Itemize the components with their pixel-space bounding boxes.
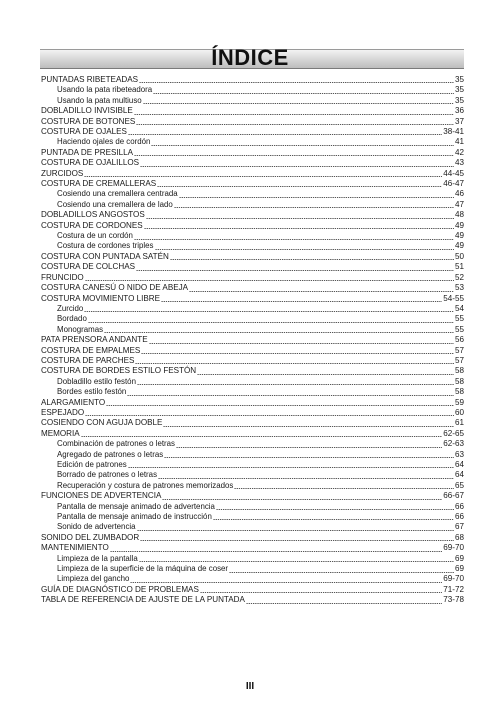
toc-entry-page: 71-72 [443,584,464,594]
dot-leader [200,585,442,595]
dot-leader [104,325,454,335]
toc-entry-label: COSTURA DE COLCHAS [41,262,135,272]
dot-leader [137,377,454,387]
toc-entry [41,210,464,220]
dot-leader [151,137,454,147]
toc-entry [41,408,464,418]
toc-entry-page: 47 [454,199,464,209]
toc-entry [41,189,464,199]
toc-entry [41,200,464,210]
toc-entry-label: Recuperación y costura de patrones memorizados [57,480,234,490]
toc-entry [41,231,464,241]
toc-entry-label: COSTURA CON PUNTADA SATÉN [41,251,169,261]
dot-leader [163,418,454,428]
toc-entry-page: 66-67 [443,491,464,501]
dot-leader [85,408,454,418]
toc-entry [41,585,464,595]
toc-entry-page: 69-70 [443,574,464,584]
dot-leader [106,398,454,408]
toc-entry [41,377,464,387]
toc-entry [41,398,464,408]
dot-leader [146,210,454,220]
toc-entry-page: 48 [454,210,464,220]
toc-entry [41,106,464,116]
toc-entry-label: Agregado de patrones o letras [57,449,164,459]
toc-entry-page: 69 [454,553,464,563]
toc-entry-page: 58 [454,366,464,376]
toc-entry-label: MANTENIMIENTO [41,543,109,553]
toc-entry-label: Limpieza de la pantalla [57,553,138,563]
toc-entry [41,460,464,470]
toc-entry-page: 60 [454,407,464,417]
toc-entry-label: Usando la pata multiuso [57,95,142,105]
toc-entry-label: Limpieza del gancho [57,574,130,584]
dot-leader [176,439,442,449]
dot-leader [246,595,442,605]
toc-entry [41,346,464,356]
toc-entry-label: Monogramas [57,324,104,334]
toc-entry [41,273,464,283]
toc-entry-label: Borrado de patrones o letras [57,470,158,480]
dot-leader [216,502,454,512]
toc-entry-label: Bordes estilo festón [57,387,127,397]
dot-leader [110,543,443,553]
toc-entry-page: 50 [454,251,464,261]
toc-entry [41,117,464,127]
toc-entry [41,252,464,262]
dot-leader [213,512,454,522]
toc-entry [41,470,464,480]
toc-entry-label: Cosiendo una cremallera de lado [57,199,173,209]
toc-entry [41,304,464,314]
toc-entry-page: 35 [454,74,464,84]
toc-entry-label: Costura de cordones triples [57,241,154,251]
toc-entry-page: 64 [454,460,464,470]
toc-entry-page: 68 [454,532,464,542]
toc-entry [41,429,464,439]
toc-entry-label: MEMORIA [41,428,80,438]
toc-entry-label: Haciendo ojales de cordón [57,137,151,147]
toc-entry-page: 58 [454,376,464,386]
dot-leader [84,304,454,314]
toc-entry-page: 53 [454,283,464,293]
toc-entry [41,96,464,106]
toc-entry-label: SONIDO DEL ZUMBADOR [41,532,140,542]
toc-entry-page: 38-41 [443,127,464,137]
toc-entry-page: 51 [454,262,464,272]
toc-entry-label: Usando la pata ribeteadora [57,85,153,95]
toc-entry-label: Limpieza de la superficie de la máquina de coser [57,564,229,574]
toc-entry-page: 69-70 [443,543,464,553]
toc-entry-page: 54-55 [443,293,464,303]
toc-entry-page: 46 [454,189,464,199]
toc-entry [41,179,464,189]
toc-entry [41,127,464,137]
toc-entry-page: 62-65 [443,428,464,438]
dot-leader [135,356,454,366]
dot-leader [81,429,443,439]
toc-entry [41,595,464,605]
dot-leader [139,75,454,85]
toc-entry-page: 49 [454,220,464,230]
page-number: III [245,681,255,692]
dot-leader [140,533,454,543]
toc-entry-page: 56 [454,335,464,345]
toc-entry-label: COSTURA DE OJALILLOS [41,158,140,168]
dot-leader [127,387,454,397]
toc-entry-page: 41 [454,137,464,147]
toc-entry-page: 65 [454,480,464,490]
toc-entry [41,314,464,324]
toc-entry-label: TABLA DE REFERENCIA DE AJUSTE DE LA PUNTADA [41,595,245,605]
toc-entry-page: 59 [454,397,464,407]
dot-leader [134,106,454,116]
dot-leader [88,314,454,324]
toc-entry-label: DOBLADILLO INVISIBLE [41,106,133,116]
toc-entry-label: COSTURA DE BORDES ESTILO FESTÓN [41,366,197,376]
toc-entry [41,564,464,574]
toc-entry [41,418,464,428]
toc-entry-label: COSTURA DE PARCHES [41,355,135,365]
toc-entry-page: 37 [454,116,464,126]
dot-leader [137,522,454,532]
dot-leader [85,273,454,283]
toc-entry-label: COSTURA DE CREMALLERAS [41,179,157,189]
dot-leader [143,96,454,106]
toc-entry [41,439,464,449]
toc-entry-page: 49 [454,231,464,241]
dot-leader [189,283,454,293]
toc-entry [41,158,464,168]
toc-entry-page: 43 [454,158,464,168]
dot-leader [158,470,454,480]
toc-entry-label: GUÍA DE DIAGNÓSTICO DE PROBLEMAS [41,584,199,594]
toc-entry [41,356,464,366]
dot-leader [153,85,454,95]
toc-entry-page: 36 [454,106,464,116]
dot-leader [149,335,454,345]
toc-entry [41,533,464,543]
toc-entry-page: 62-63 [443,439,464,449]
toc-entry [41,75,464,85]
toc-entry-label: COSTURA DE BOTONES [41,116,136,126]
dot-leader [128,127,442,137]
toc-entry [41,502,464,512]
dot-leader [139,554,454,564]
toc-entry [41,294,464,304]
dot-leader [162,491,442,501]
toc-entry [41,148,464,158]
toc-entry-label: Bordado [57,314,87,324]
toc-entry-page: 64 [454,470,464,480]
toc-entry [41,169,464,179]
toc-entry [41,366,464,376]
dot-leader [136,262,454,272]
dot-leader [140,158,454,168]
toc-entry-page: 44-45 [443,168,464,178]
toc-entry-page: 67 [454,522,464,532]
toc-entry-page: 73-78 [443,595,464,605]
toc-entry [41,335,464,345]
toc-entry-label: FUNCIONES DE ADVERTENCIA [41,491,162,501]
toc-entry-page: 42 [454,147,464,157]
toc-entry-label: DOBLADILLOS ANGOSTOS [41,210,145,220]
toc-entry-page: 66 [454,501,464,511]
dot-leader [179,189,454,199]
dot-leader [130,575,442,585]
toc-entry [41,491,464,501]
toc-entry-label: Pantalla de mensaje animado de instrucción [57,512,212,522]
toc-entry [41,387,464,397]
toc-entry-page: 69 [454,564,464,574]
toc-entry [41,522,464,532]
toc-entry-page: 55 [454,314,464,324]
dot-leader [134,231,454,241]
toc-entry-label: FRUNCIDO [41,272,84,282]
toc-entry-label: Combinación de patrones o letras [57,439,175,449]
toc-entry-page: 49 [454,241,464,251]
dot-leader [144,221,454,231]
toc-entry-label: Zurcido [57,303,84,313]
toc-entry-page: 66 [454,512,464,522]
toc-entry-label: COSTURA DE OJALES [41,127,127,137]
dot-leader [155,242,454,252]
toc-entry-label: Sonido de advertencia [57,522,136,532]
toc-entry-label: ALARGAMIENTO [41,397,106,407]
toc-entry [41,481,464,491]
dot-leader [141,346,454,356]
toc-entry [41,137,464,147]
toc-entry-page: 52 [454,272,464,282]
dot-leader [84,169,442,179]
toc-entry-page: 57 [454,345,464,355]
toc-entry-page: 63 [454,449,464,459]
dot-leader [164,450,454,460]
toc-entry-page: 35 [454,95,464,105]
toc-entry-page: 35 [454,85,464,95]
toc-entry [41,325,464,335]
toc-entry-label: COSTURA MOVIMIENTO LIBRE [41,293,161,303]
toc-entry-label: PATA PRENSORA ANDANTE [41,335,148,345]
dot-leader [128,460,454,470]
toc-entry-page: 55 [454,324,464,334]
toc-entry [41,283,464,293]
toc-entry [41,242,464,252]
toc-entry [41,450,464,460]
toc-entry-label: PUNTADAS RIBETEADAS [41,74,138,84]
toc-entry [41,543,464,553]
dot-leader [234,481,454,491]
dot-leader [136,117,454,127]
toc-entry [41,262,464,272]
toc-entry-label: ESPEJADO [41,407,85,417]
dot-leader [174,200,454,210]
toc-entry-label: Edición de patrones [57,460,127,470]
toc-entry [41,221,464,231]
toc-entry-label: COSTURA CANESÚ O NIDO DE ABEJA [41,283,189,293]
toc-entry-label: Cosiendo una cremallera centrada [57,189,178,199]
dot-leader [197,366,454,376]
toc-entry-label: COSIENDO CON AGUJA DOBLE [41,418,163,428]
toc-entry-label: Dobladillo estilo festón [57,376,136,386]
toc-entry-page: 58 [454,387,464,397]
toc-entry [41,85,464,95]
toc-entry-label: COSTURA DE EMPALMES [41,345,141,355]
dot-leader [229,564,454,574]
page-title: ÍNDICE [211,45,289,70]
toc-entry-page: 46-47 [443,179,464,189]
toc-entry-page: 57 [454,355,464,365]
toc-entry-label: COSTURA DE CORDONES [41,220,143,230]
toc-entry [41,575,464,585]
dot-leader [134,148,454,158]
dot-leader [157,179,442,189]
toc-entry-label: Pantalla de mensaje animado de advertencia [57,501,215,511]
toc-entry-label: Costura de un cordón [57,231,133,241]
toc-entry [41,554,464,564]
dot-leader [170,252,454,262]
toc-entry [41,512,464,522]
toc-entry-page: 61 [454,418,464,428]
toc-entry-page: 54 [454,303,464,313]
toc-entry-label: PUNTADA DE PRESILLA [41,147,134,157]
toc-entry-label: ZURCIDOS [41,168,84,178]
table-of-contents [41,75,464,606]
dot-leader [161,294,442,304]
